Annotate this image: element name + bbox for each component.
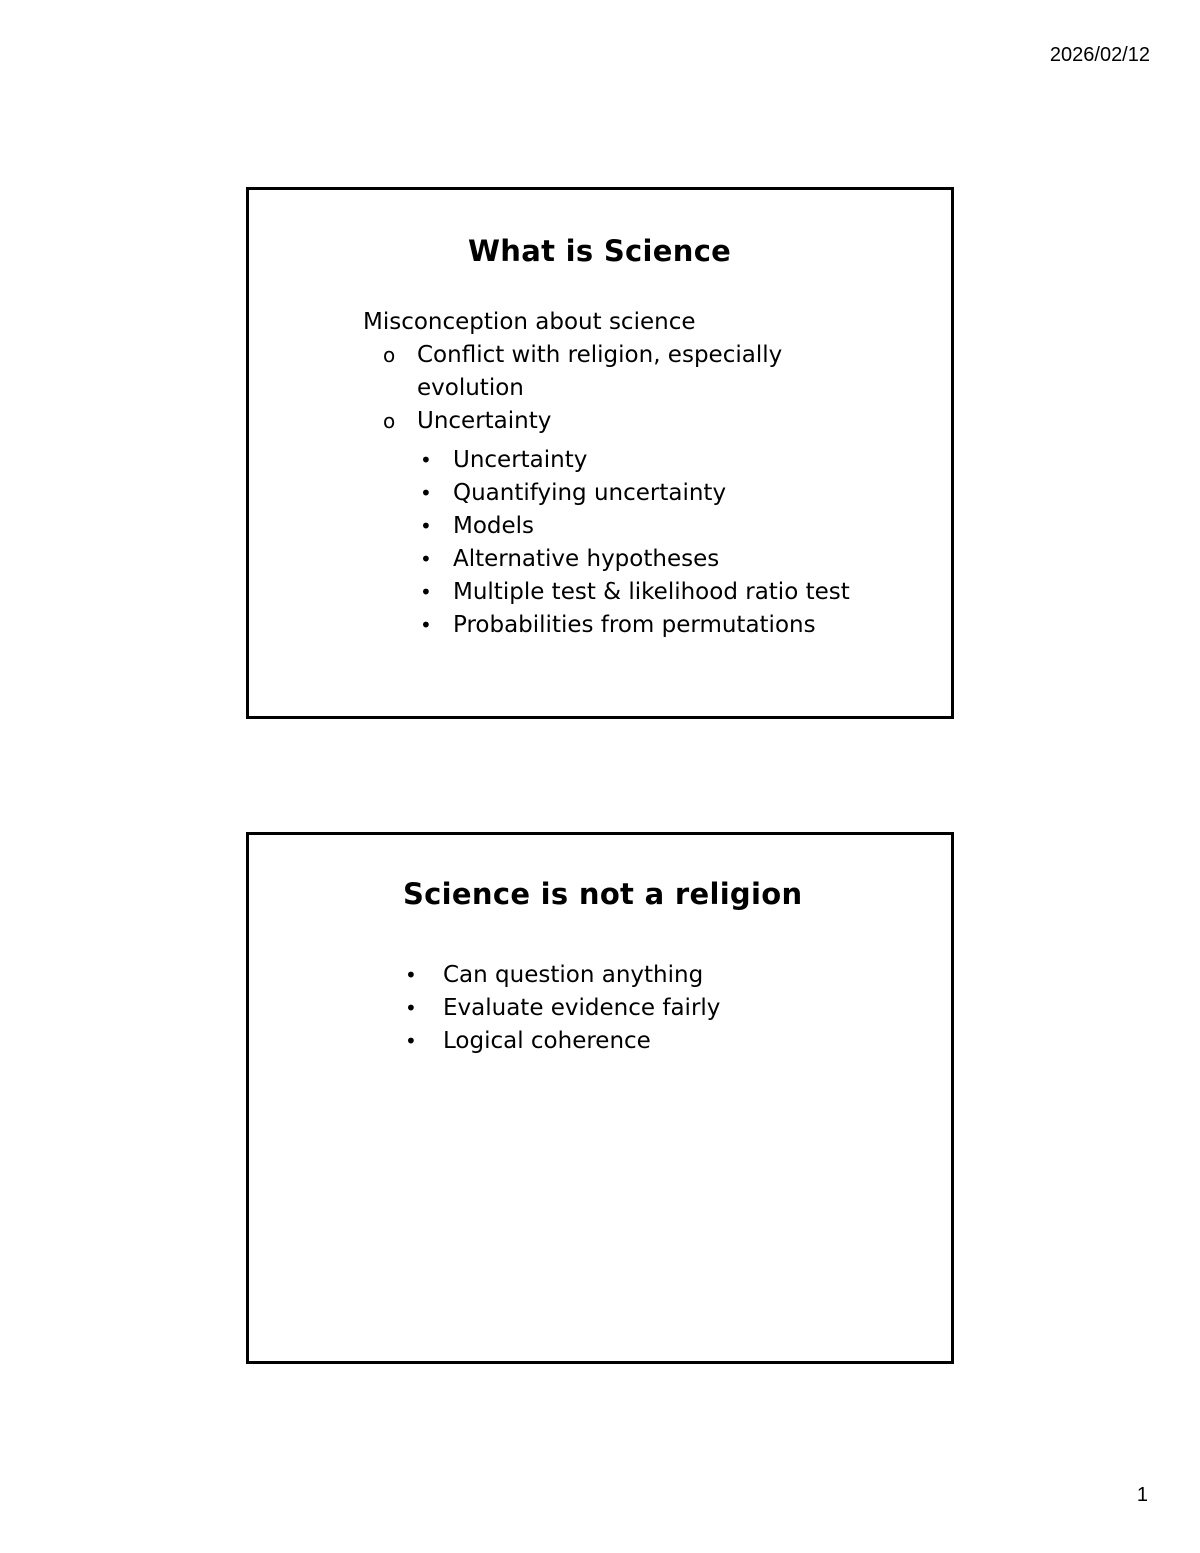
bullet-icon: • [405,1029,417,1053]
list-item [399,959,720,992]
slide-body [399,959,720,1058]
bullet-icon: • [420,613,432,637]
slide-body [363,306,850,642]
bullet-icon: • [420,448,432,472]
list-item [363,339,850,405]
sub-list-item-text: Quantifying uncertainty [453,480,727,506]
bullet-icon: • [420,580,432,604]
page-number: 1 [1136,1484,1148,1506]
page-date: 2026/02/12 [1049,44,1150,66]
slide-science-not-religion [246,832,954,1364]
list-item-text: Logical coherence [443,1028,651,1054]
sub-list-item [363,576,850,609]
sub-list [363,444,850,642]
sub-list-item [363,609,850,642]
list-item-text: Can question anything [443,962,704,988]
sub-list-item-text: Multiple test & likelihood ratio test [453,579,850,605]
slide-title: What is Science [468,234,732,268]
list-item [399,1025,720,1058]
sub-list-item-text: Alternative hypotheses [453,546,720,572]
bullet-icon: • [405,963,417,987]
sub-list-item [363,510,850,543]
sub-list-item [363,444,850,477]
sub-list-item [363,543,850,576]
list-item [399,992,720,1025]
intro-text: Misconception about science [363,309,696,335]
sub-list-item-text: Uncertainty [453,447,588,473]
sub-list-item-text: Probabilities from permutations [453,612,816,638]
list-item-text: Conflict with religion, especially [417,342,783,368]
list-item [363,405,850,438]
list-item-text: Evaluate evidence fairly [443,995,721,1021]
bullet-icon: • [420,547,432,571]
bullet-icon: • [420,514,432,538]
circle-bullet-icon: o [383,409,396,433]
bullet-icon: • [420,481,432,505]
sub-list-item-text: Models [453,513,535,539]
slide-title: Science is not a religion [403,877,803,911]
circle-bullet-icon: o [383,343,396,367]
list-item-text-continuation: evolution [417,375,524,401]
slide-what-is-science [246,187,954,719]
bullet-icon: • [405,996,417,1020]
sub-list-item [363,477,850,510]
list-item-text: Uncertainty [417,408,552,434]
